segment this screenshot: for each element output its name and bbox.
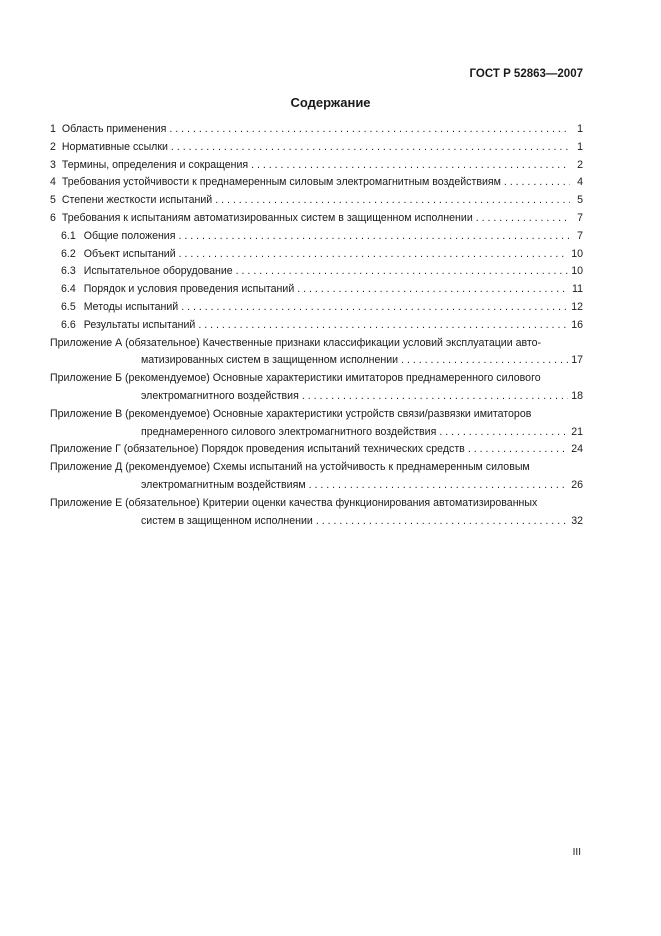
dot-leader [302, 388, 568, 406]
toc-appendix[interactable] [50, 441, 583, 459]
dot-leader [401, 352, 568, 370]
toc-subentry-page: 11 [572, 283, 583, 296]
appendix-title-line1: Приложение Г (обязательное) Порядок проведения испытаний технических средств [50, 443, 465, 456]
appendix-page: 32 [571, 514, 583, 527]
appendix-page: 17 [571, 354, 583, 367]
toc-subentry[interactable] [50, 263, 583, 281]
toc-entry[interactable] [50, 174, 583, 192]
toc-appendix[interactable] [50, 459, 583, 495]
toc-entry-number: 4 [50, 176, 56, 189]
toc-subentry-page: 10 [571, 247, 583, 260]
toc-entry-title: Термины, определения и сокращения [61, 158, 249, 171]
toc-entry-title: Область применения [61, 123, 167, 135]
toc-subentry-title: Методы испытаний [83, 300, 179, 313]
toc-title: Содержание [290, 95, 371, 110]
dot-leader [181, 299, 568, 317]
appendix-title-line2: матизированных систем в защищенном исполнении [141, 354, 399, 367]
toc-entry-page: 4 [577, 176, 583, 189]
dot-leader [297, 281, 569, 299]
appendix-title-line2: электромагнитным воздействиям [141, 478, 306, 491]
toc-entry-page: 1 [577, 123, 583, 135]
toc-subentry-page: 10 [571, 265, 583, 278]
dot-leader [468, 441, 568, 459]
toc-entry[interactable] [50, 139, 583, 157]
toc-entry-page: 1 [577, 140, 583, 153]
dot-leader [171, 139, 570, 157]
toc-appendix[interactable] [50, 406, 583, 442]
toc-entry[interactable] [50, 210, 583, 228]
document-code: ГОСТ Р 52863—2007 [469, 68, 583, 80]
appendix-title-line2: систем в защищенном исполнении [141, 514, 313, 527]
toc-appendix[interactable] [50, 335, 583, 371]
appendix-page: 26 [571, 478, 583, 491]
toc-entry-number: 3 [50, 158, 56, 171]
toc-subentry-number: 6.6 [61, 318, 76, 331]
toc-entry[interactable] [50, 121, 583, 139]
appendix-title-line1: Приложение Е (обязательное) Критерии оценки качества функционирования автоматизированных [50, 496, 538, 509]
table-of-contents [50, 121, 583, 530]
dot-leader [439, 424, 568, 442]
toc-entry-page: 7 [577, 211, 583, 224]
toc-subentry-number: 6.2 [61, 247, 76, 260]
toc-subentry-number: 6.4 [61, 283, 76, 296]
appendix-page: 18 [571, 389, 583, 402]
toc-subentry-page: 7 [577, 229, 583, 242]
toc-entry-title: Нормативные ссылки [61, 140, 168, 153]
dot-leader [504, 174, 570, 192]
toc-subentry-number: 6.5 [61, 300, 76, 313]
toc-subentry[interactable] [50, 299, 583, 317]
toc-appendix[interactable] [50, 495, 583, 531]
toc-entry[interactable] [50, 157, 583, 175]
toc-subentry[interactable] [50, 281, 583, 299]
dot-leader [309, 477, 569, 495]
toc-subentry-title: Результаты испытаний [83, 318, 196, 331]
appendix-page: 24 [571, 443, 583, 456]
toc-entry-number: 2 [50, 140, 56, 153]
page-number: III [572, 847, 581, 858]
dot-leader [236, 263, 569, 281]
toc-subentry[interactable] [50, 228, 583, 246]
toc-entry-number: 6 [50, 211, 56, 224]
toc-subentry[interactable] [50, 246, 583, 264]
appendix-page: 21 [571, 425, 583, 438]
toc-entry-number: 1 [50, 123, 56, 135]
appendix-title-line1: Приложение В (рекомендуемое) Основные характеристики устройств связи/развязки имитаторов [50, 407, 532, 420]
toc-entry-page: 2 [577, 158, 583, 171]
dot-leader [179, 246, 569, 264]
toc-subentry-number: 6.3 [61, 265, 76, 278]
toc-subentry-title: Порядок и условия проведения испытаний [83, 283, 295, 296]
dot-leader [316, 513, 568, 531]
dot-leader [251, 157, 570, 175]
appendix-title-line1: Приложение Б (рекомендуемое) Основные характеристики имитаторов преднамеренного силового [50, 372, 541, 385]
toc-subentry-title: Общие положения [83, 229, 176, 242]
toc-subentry-title: Испытательное оборудование [83, 265, 233, 278]
toc-subentry[interactable] [50, 317, 583, 335]
toc-subentry-title: Объект испытаний [83, 247, 176, 260]
toc-entry-title: Степени жесткости испытаний [61, 194, 213, 207]
toc-subentry-page: 12 [571, 300, 583, 313]
appendix-title-line1: Приложение А (обязательное) Качественные признаки классификации условий эксплуатации авто- [50, 336, 542, 349]
appendix-title-line2: преднамеренного силового электромагнитного воздействия [141, 425, 437, 438]
dot-leader [178, 228, 570, 246]
toc-entry[interactable] [50, 192, 583, 210]
dot-leader [215, 192, 570, 210]
toc-subentry-number: 6.1 [61, 229, 76, 242]
toc-appendix[interactable] [50, 370, 583, 406]
appendix-title-line2: электромагнитного воздействия [141, 389, 299, 402]
toc-entry-page: 5 [577, 194, 583, 207]
toc-entry-title: Требования устойчивости к преднамеренным силовым электромагнитным воздействиям [61, 176, 501, 189]
toc-subentry-page: 16 [571, 318, 583, 331]
dot-leader [198, 317, 568, 335]
toc-entry-title: Требования к испытаниям автоматизированных систем в защищенном исполнении [61, 211, 473, 224]
toc-entry-number: 5 [50, 194, 56, 207]
dot-leader [476, 210, 570, 228]
appendix-title-line1: Приложение Д (рекомендуемое) Схемы испытаний на устойчивость к преднамеренным силовым [50, 461, 530, 474]
dot-leader [169, 121, 570, 139]
